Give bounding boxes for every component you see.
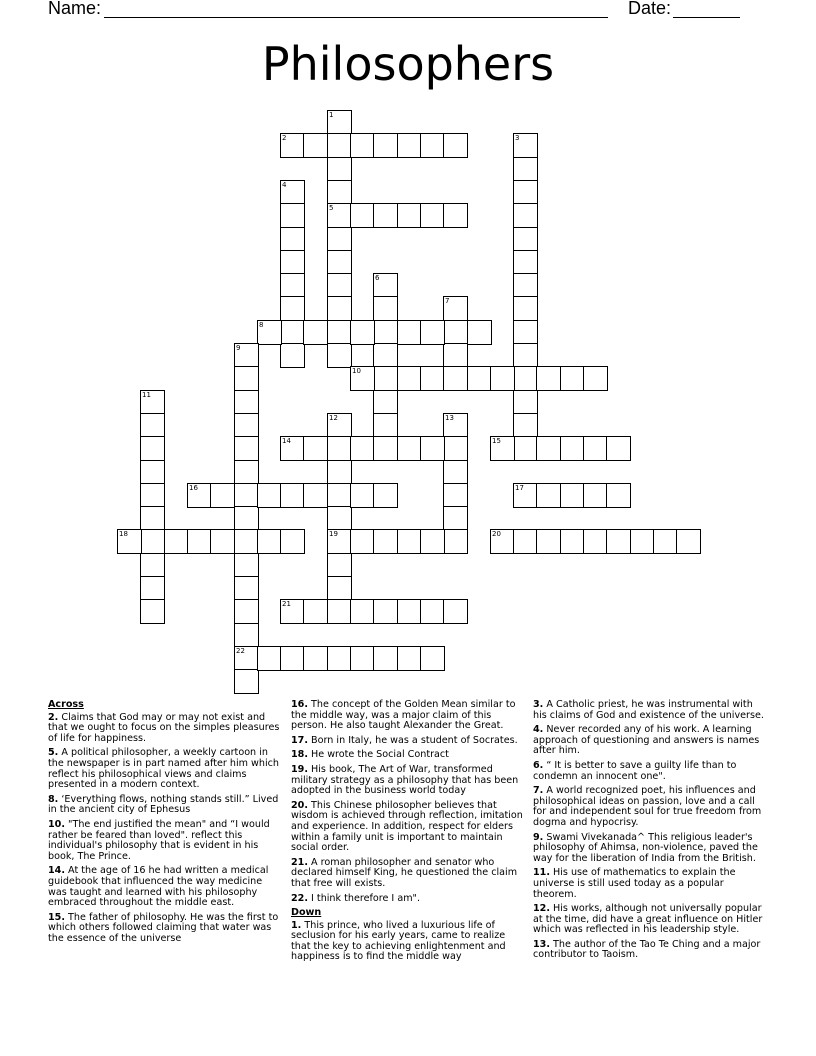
grid-cell[interactable]: [373, 646, 398, 671]
across-heading: Across: [48, 699, 84, 710]
grid-cell[interactable]: [327, 273, 352, 298]
grid-cell[interactable]: [490, 366, 515, 391]
grid-cell[interactable]: [280, 436, 305, 461]
down-clues-part-2: [533, 700, 768, 961]
grid-cell[interactable]: [327, 529, 352, 554]
grid-cell[interactable]: [676, 529, 701, 554]
grid-cell[interactable]: [140, 506, 165, 531]
grid-cell[interactable]: [420, 599, 445, 624]
grid-cell[interactable]: [117, 529, 142, 554]
grid-cell[interactable]: [350, 529, 375, 554]
grid-cell[interactable]: [373, 133, 398, 158]
grid-cell[interactable]: [327, 646, 352, 671]
grid-cell[interactable]: [280, 296, 305, 321]
clue-text: The author of the Tao Te Ching and a major contributor to Taoism.: [533, 938, 761, 961]
grid-cell[interactable]: [443, 203, 468, 228]
grid-cell[interactable]: [327, 250, 352, 275]
grid-cell[interactable]: [420, 203, 445, 228]
clue-number: 12.: [533, 903, 550, 915]
grid-cell[interactable]: [397, 529, 422, 554]
grid-cell[interactable]: [187, 483, 212, 508]
clue-item: [48, 713, 280, 745]
clue-number: 10.: [48, 818, 65, 830]
grid-cell[interactable]: [327, 320, 352, 345]
clue-number: 11: [142, 391, 151, 399]
grid-cell[interactable]: [373, 296, 398, 321]
clue-number: 17.: [291, 734, 308, 746]
grid-cell[interactable]: [560, 366, 585, 391]
grid-cell[interactable]: [373, 366, 398, 391]
grid-cell[interactable]: [350, 133, 375, 158]
grid-cell[interactable]: [397, 436, 422, 461]
grid-cell[interactable]: [490, 436, 515, 461]
grid-cell[interactable]: [583, 366, 608, 391]
grid-cell[interactable]: [257, 529, 282, 554]
grid-cell[interactable]: [303, 599, 328, 624]
date-label: Date:: [628, 0, 672, 18]
clue-number: 5.: [48, 747, 59, 759]
clue-number: 8.: [48, 793, 59, 805]
grid-cell[interactable]: [350, 483, 375, 508]
clue-text: This Chinese philosopher believes that wisdom is achieved through reflection, imitation and experience. In addition, respect for elders within a family unit is important to maintain social order.: [291, 799, 523, 854]
grid-cell[interactable]: [234, 553, 259, 578]
grid-cell[interactable]: [443, 133, 468, 158]
clue-number: 21.: [291, 856, 308, 868]
clue-number: 21: [282, 600, 291, 608]
clue-item: [533, 700, 768, 721]
grid-cell[interactable]: [397, 366, 422, 391]
grid-cell[interactable]: [327, 436, 352, 461]
grid-cell[interactable]: [140, 553, 165, 578]
grid-cell[interactable]: [140, 483, 165, 508]
clue-item: [48, 795, 280, 816]
grid-cell[interactable]: [373, 273, 398, 298]
grid-cell[interactable]: [327, 110, 352, 135]
grid-cell[interactable]: [397, 133, 422, 158]
clue-item: [291, 921, 523, 963]
grid-cell[interactable]: [350, 436, 375, 461]
grid-cell[interactable]: [327, 180, 352, 205]
grid-cell[interactable]: [420, 320, 445, 345]
clue-text: Swami Vivekanada^ This religious leader's philosophy of Ahimsa, non-violence, paved the way for the liberation of India from the British.: [533, 831, 758, 864]
grid-cell[interactable]: [606, 436, 631, 461]
grid-cell[interactable]: [443, 460, 468, 485]
grid-cell[interactable]: [513, 203, 538, 228]
clue-text: He wrote the Social Contract: [308, 749, 449, 761]
grid-cell[interactable]: [280, 343, 305, 368]
clue-number: 5: [329, 204, 334, 212]
clue-text: Born in Italy, he was a student of Socrates.: [308, 734, 518, 746]
grid-cell[interactable]: [373, 483, 398, 508]
grid-cell[interactable]: [280, 529, 305, 554]
grid-cell[interactable]: [513, 227, 538, 252]
grid-cell[interactable]: [373, 436, 398, 461]
grid-cell[interactable]: [560, 529, 585, 554]
grid-cell[interactable]: [513, 436, 538, 461]
clue-number: 18.: [291, 749, 308, 761]
grid-cell[interactable]: [513, 133, 538, 158]
grid-cell[interactable]: [327, 460, 352, 485]
clue-item: [533, 868, 768, 900]
across-clues-part-2: [291, 700, 523, 904]
clue-number: 1: [329, 111, 334, 119]
clue-item: [533, 833, 768, 865]
clue-item: [533, 725, 768, 757]
grid-cell[interactable]: [327, 506, 352, 531]
grid-cell[interactable]: [327, 133, 352, 158]
clue-number: 3.: [533, 699, 544, 710]
grid-cell[interactable]: [513, 273, 538, 298]
grid-cell[interactable]: [234, 506, 259, 531]
clue-item: [533, 761, 768, 782]
grid-cell[interactable]: [513, 180, 538, 205]
clue-number: 13.: [533, 938, 550, 950]
grid-cell[interactable]: [583, 529, 608, 554]
grid-cell[interactable]: [140, 529, 165, 554]
grid-cell[interactable]: [373, 203, 398, 228]
grid-cell[interactable]: [513, 157, 538, 182]
grid-cell[interactable]: [280, 483, 305, 508]
clue-number: 9: [236, 344, 241, 352]
down-clues-part-1: [291, 921, 523, 963]
clue-number: 16.: [291, 699, 308, 710]
grid-cell[interactable]: [327, 203, 352, 228]
grid-cell[interactable]: [234, 599, 259, 624]
grid-cell[interactable]: [420, 529, 445, 554]
clue-text: The concept of the Golden Mean similar to the middle way, was a major claim of this person. He also taught Alexander the Great.: [291, 699, 516, 732]
grid-cell[interactable]: [513, 413, 538, 438]
clue-item: [291, 894, 523, 905]
grid-cell[interactable]: [280, 227, 305, 252]
clue-item: [291, 700, 523, 732]
clue-number: 4: [282, 181, 287, 189]
clue-number: 15: [492, 437, 501, 445]
clue-column-2: [291, 700, 523, 967]
clue-number: 13: [445, 414, 454, 422]
grid-cell[interactable]: [327, 413, 352, 438]
grid-cell[interactable]: [420, 133, 445, 158]
grid-cell[interactable]: [443, 506, 468, 531]
clue-item: [533, 904, 768, 936]
grid-cell[interactable]: [443, 343, 468, 368]
grid-cell[interactable]: [513, 483, 538, 508]
clue-number: 19.: [291, 763, 308, 775]
grid-cell[interactable]: [327, 227, 352, 252]
clue-text: A Catholic priest, he was instrumental with his claims of God and existence of the universe.: [533, 699, 764, 721]
grid-cell[interactable]: [373, 413, 398, 438]
grid-cell[interactable]: [513, 320, 538, 345]
grid-cell[interactable]: [327, 296, 352, 321]
grid-cell[interactable]: [350, 599, 375, 624]
clue-number: 7: [445, 297, 450, 305]
grid-cell[interactable]: [140, 576, 165, 601]
clue-number: 2: [282, 134, 287, 142]
grid-cell[interactable]: [140, 460, 165, 485]
clue-number: 10: [352, 367, 361, 375]
grid-cell[interactable]: [234, 436, 259, 461]
grid-cell[interactable]: [234, 483, 259, 508]
grid-cell[interactable]: [350, 320, 375, 345]
grid-cell[interactable]: [303, 436, 328, 461]
grid-cell[interactable]: [280, 599, 305, 624]
clue-text: A political philosopher, a weekly cartoon in the newspaper is in part named after him which reflect his philosophical views and claims presented in a modern context.: [48, 747, 279, 791]
grid-cell[interactable]: [373, 529, 398, 554]
grid-cell[interactable]: [234, 669, 259, 694]
grid-cell[interactable]: [280, 320, 305, 345]
clue-text: ‘Everything flows, nothing stands still.” Lived in the ancient city of Ephesus: [48, 793, 279, 816]
clue-text: At the age of 16 he had written a medical guidebook that influenced the way medicine was taught and learned with his philosophy embraced throughout the middle east.: [48, 865, 269, 909]
grid-cell[interactable]: [327, 483, 352, 508]
clue-item: [533, 940, 768, 961]
grid-cell[interactable]: [653, 529, 678, 554]
clue-number: 12: [329, 414, 338, 422]
grid-cell[interactable]: [467, 320, 492, 345]
grid-cell[interactable]: [234, 343, 259, 368]
grid-cell[interactable]: [327, 576, 352, 601]
clue-number: 7.: [533, 785, 544, 797]
grid-cell[interactable]: [560, 483, 585, 508]
grid-cell[interactable]: [257, 483, 282, 508]
clue-list: [0, 700, 816, 1056]
clue-text: A roman philosopher and senator who declared himself King, he questioned the claim that free will exists.: [291, 856, 518, 889]
clue-number: 3: [515, 134, 520, 142]
clue-item: [291, 858, 523, 890]
grid-cell[interactable]: [513, 529, 538, 554]
grid-cell[interactable]: [234, 390, 259, 415]
clue-column-1: [48, 700, 280, 948]
grid-cell[interactable]: [513, 296, 538, 321]
clue-item: [291, 765, 523, 797]
grid-cell[interactable]: [350, 366, 375, 391]
clue-number: 6.: [533, 759, 544, 771]
grid-cell[interactable]: [443, 436, 468, 461]
grid-cell[interactable]: [303, 133, 328, 158]
clue-number: 18: [119, 530, 128, 538]
grid-cell[interactable]: [210, 483, 235, 508]
clue-number: 11.: [533, 867, 550, 879]
grid-cell[interactable]: [327, 343, 352, 368]
grid-cell[interactable]: [327, 553, 352, 578]
clue-number: 2.: [48, 711, 59, 723]
grid-cell[interactable]: [397, 646, 422, 671]
clue-number: 8: [259, 321, 264, 329]
grid-cell[interactable]: [420, 646, 445, 671]
grid-cell[interactable]: [350, 203, 375, 228]
clue-item: [533, 786, 768, 828]
clue-text: I think therefore I am".: [308, 892, 421, 904]
clue-item: [48, 820, 280, 862]
clue-item: [48, 866, 280, 908]
grid-cell[interactable]: [234, 529, 259, 554]
clue-text: His works, although not universally popular at the time, did have a great influence on Hitler which was reflected in his leadership style.: [533, 903, 763, 936]
clue-number: 20.: [291, 799, 308, 811]
grid-cell[interactable]: [536, 529, 561, 554]
across-clues-part-1: [48, 713, 280, 945]
clue-number: 22.: [291, 892, 308, 904]
grid-cell[interactable]: [280, 133, 305, 158]
grid-cell[interactable]: [327, 599, 352, 624]
grid-cell[interactable]: [443, 320, 468, 345]
grid-cell[interactable]: [420, 436, 445, 461]
grid-cell[interactable]: [234, 576, 259, 601]
grid-cell[interactable]: [583, 483, 608, 508]
grid-cell[interactable]: [397, 320, 422, 345]
page-title: Philosophers: [261, 37, 555, 91]
grid-cell[interactable]: [280, 203, 305, 228]
grid-cell[interactable]: [280, 250, 305, 275]
clue-item: [48, 748, 280, 790]
clue-number: 22: [236, 647, 245, 655]
clue-number: 6: [375, 274, 380, 282]
grid-cell[interactable]: [210, 529, 235, 554]
clue-text: A world recognized poet, his influences and philosophical ideas on passion, love and a call for and independent soul for true freedom from dogma and hypocrisy.: [533, 785, 762, 828]
grid-cell[interactable]: [467, 366, 492, 391]
clue-text: The father of philosophy. He was the first to which others followed claiming that water was the essence of the universe: [48, 911, 279, 944]
clue-text: His book, The Art of War, transformed military strategy as a philosophy that has been adopted in the business world today: [291, 763, 519, 797]
grid-cell[interactable]: [234, 460, 259, 485]
grid-cell[interactable]: [536, 436, 561, 461]
clue-number: 15.: [48, 911, 65, 923]
grid-cell[interactable]: [140, 413, 165, 438]
grid-cell[interactable]: [443, 599, 468, 624]
clue-number: 20: [492, 530, 501, 538]
grid-cell[interactable]: [234, 623, 259, 648]
clue-column-3: [533, 700, 768, 965]
grid-cell[interactable]: [490, 529, 515, 554]
clue-item: [291, 736, 523, 747]
clue-text: This prince, who lived a luxurious life of seclusion for his early years, came to realize that the key to achieving enlightenment and happiness is to find the middle way: [291, 919, 506, 963]
clue-text: Never recorded any of his work. A learning approach of questioning and answers is names after him.: [533, 724, 760, 757]
clue-text: “ It is better to save a guilty life than to condemn an innocent one".: [533, 759, 737, 782]
clue-number: 1.: [291, 919, 302, 931]
grid-cell[interactable]: [373, 599, 398, 624]
grid-cell[interactable]: [303, 320, 328, 345]
grid-cell[interactable]: [303, 483, 328, 508]
grid-cell[interactable]: [234, 646, 259, 671]
clue-text: "The end justified the mean" and “I would rather be feared than loved". reflect this individual's philosophy that is evident in his book, The Prince.: [48, 818, 270, 862]
clue-number: 9.: [533, 831, 544, 843]
grid-cell[interactable]: [630, 529, 655, 554]
grid-cell[interactable]: [280, 646, 305, 671]
grid-cell[interactable]: [234, 366, 259, 391]
grid-cell[interactable]: [513, 390, 538, 415]
clue-number: 19: [329, 530, 338, 538]
grid-cell[interactable]: [560, 436, 585, 461]
grid-cell[interactable]: [397, 203, 422, 228]
grid-cell[interactable]: [443, 296, 468, 321]
clue-number: 16: [189, 484, 198, 492]
grid-cell[interactable]: [443, 366, 468, 391]
grid-cell[interactable]: [397, 599, 422, 624]
grid-cell[interactable]: [280, 180, 305, 205]
grid-cell[interactable]: [606, 529, 631, 554]
clue-item: [291, 750, 523, 761]
clue-text: Claims that God may or may not exist and that we ought to focus on the simples pleasures of life for happiness.: [48, 711, 280, 744]
grid-cell[interactable]: [257, 646, 282, 671]
grid-cell[interactable]: [140, 436, 165, 461]
grid-cell[interactable]: [373, 320, 398, 345]
grid-cell[interactable]: [280, 273, 305, 298]
grid-cell[interactable]: [327, 157, 352, 182]
grid-cell[interactable]: [373, 390, 398, 415]
clue-number: 4.: [533, 724, 544, 736]
clue-item: [291, 801, 523, 854]
grid-cell[interactable]: [164, 529, 189, 554]
grid-cell[interactable]: [443, 529, 468, 554]
clue-number: 17: [515, 484, 524, 492]
grid-cell[interactable]: [513, 250, 538, 275]
grid-cell[interactable]: [536, 483, 561, 508]
down-heading: Down: [291, 907, 322, 919]
grid-cell[interactable]: [606, 483, 631, 508]
grid-cell[interactable]: [257, 320, 282, 345]
clue-number: 14.: [48, 865, 65, 877]
grid-cell[interactable]: [420, 366, 445, 391]
grid-cell[interactable]: [443, 483, 468, 508]
grid-cell[interactable]: [140, 599, 165, 624]
grid-cell[interactable]: [373, 343, 398, 368]
grid-cell[interactable]: [513, 366, 538, 391]
grid-cell[interactable]: [140, 390, 165, 415]
grid-cell[interactable]: [583, 436, 608, 461]
clue-item: [48, 913, 280, 945]
clue-number: 14: [282, 437, 291, 445]
grid-cell[interactable]: [303, 646, 328, 671]
clue-text: His use of mathematics to explain the universe is still used today as a popular theorem.: [533, 867, 736, 900]
name-label: Name:: [48, 0, 102, 18]
grid-cell[interactable]: [513, 343, 538, 368]
grid-cell[interactable]: [234, 413, 259, 438]
grid-cell[interactable]: [536, 366, 561, 391]
grid-cell[interactable]: [187, 529, 212, 554]
grid-cell[interactable]: [443, 413, 468, 438]
grid-cell[interactable]: [350, 646, 375, 671]
